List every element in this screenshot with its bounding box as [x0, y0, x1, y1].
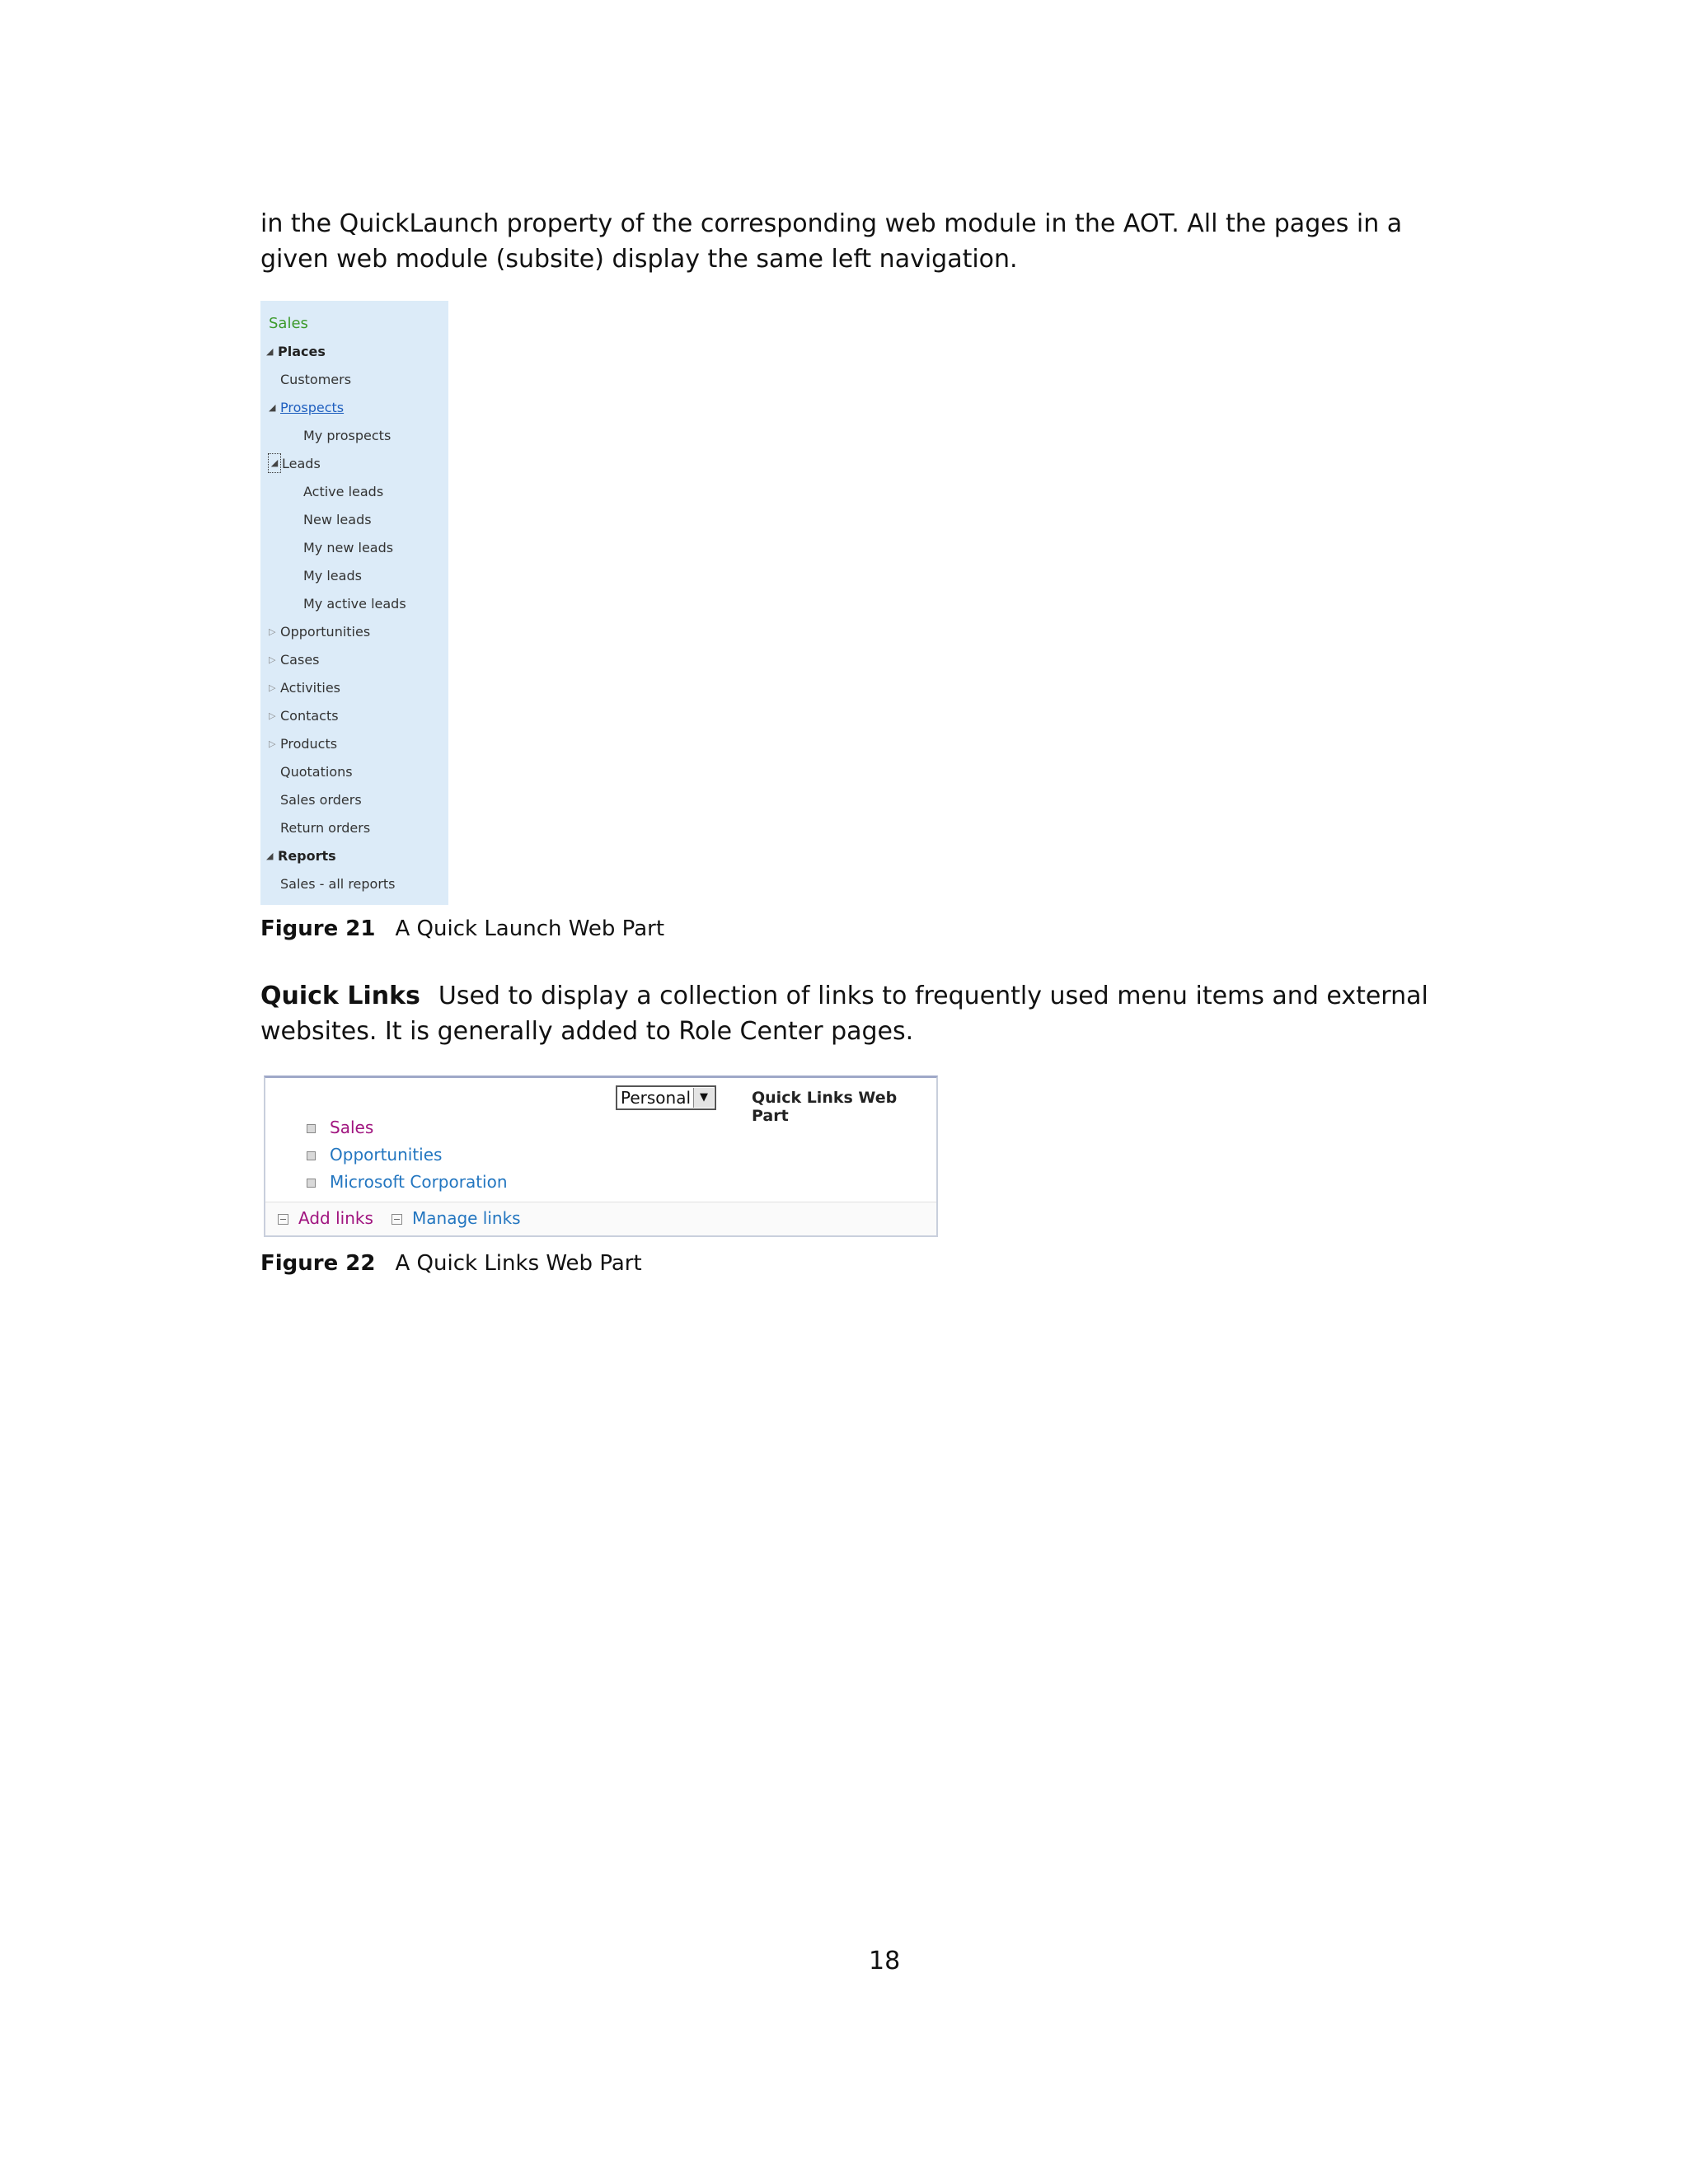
quick-launch-item[interactable] [280, 872, 396, 897]
quick-launch-item-label[interactable]: My active leads [303, 596, 406, 612]
chevron-down-icon[interactable]: ▼ [693, 1088, 714, 1108]
quick-launch-item[interactable] [269, 704, 339, 729]
quick-launch-web-part [260, 301, 448, 905]
manage-links-button[interactable] [392, 1208, 521, 1228]
quick-links-title: Quick Links Web Part [752, 1089, 898, 1125]
definition-paragraph [260, 978, 1472, 1049]
quick-links-footer [265, 1202, 936, 1235]
quick-launch-item[interactable] [303, 564, 362, 588]
definition-term: Quick Links [260, 982, 420, 1010]
quick-launch-item-label[interactable]: Products [280, 736, 338, 752]
quick-launch-item[interactable] [280, 368, 351, 392]
quick-launch-item-label[interactable]: My leads [303, 568, 362, 583]
quick-launch-item-label[interactable]: Prospects [280, 400, 345, 415]
quick-launch-item-label[interactable]: Cases [280, 652, 320, 668]
page-number: 18 [869, 1947, 901, 1975]
collapsed-arrow-icon[interactable]: ▷ [269, 682, 276, 693]
collapsed-arrow-icon[interactable]: ▷ [269, 738, 276, 749]
quick-launch-item[interactable] [280, 816, 370, 841]
quick-launch-item[interactable] [266, 340, 326, 364]
quick-launch-item[interactable] [303, 592, 406, 616]
expanded-arrow-icon[interactable]: ◢ [269, 454, 280, 472]
bullet-icon [307, 1179, 316, 1188]
manage-links-label[interactable]: Manage links [412, 1208, 521, 1228]
quick-launch-item[interactable] [303, 536, 393, 560]
quick-launch-item-label[interactable]: My new leads [303, 540, 394, 555]
figure-22-caption [260, 1251, 642, 1276]
quick-launch-item-label[interactable]: Quotations [280, 764, 353, 780]
quick-launch-item-label[interactable]: Opportunities [280, 624, 371, 640]
quick-link-item[interactable] [307, 1118, 373, 1137]
add-links-label[interactable]: Add links [298, 1208, 373, 1228]
bullet-icon [307, 1124, 316, 1133]
expanded-arrow-icon[interactable]: ◢ [266, 346, 274, 357]
quick-launch-item-label[interactable]: Active leads [303, 484, 384, 499]
quick-launch-item[interactable] [303, 424, 391, 448]
manage-icon [392, 1214, 402, 1225]
quick-launch-item[interactable] [303, 480, 383, 504]
quick-link-label[interactable]: Sales [330, 1118, 374, 1137]
quick-launch-item-label[interactable]: Sales - all reports [280, 876, 396, 892]
quick-launch-item[interactable] [269, 648, 320, 673]
quick-launch-item-label[interactable]: New leads [303, 512, 372, 527]
quick-launch-item-label[interactable]: Customers [280, 372, 352, 387]
quick-link-item[interactable] [307, 1145, 442, 1165]
quick-launch-title[interactable]: Sales [269, 315, 308, 332]
figure-label: Figure 21 [260, 916, 376, 941]
collapsed-arrow-icon[interactable]: ▷ [269, 710, 276, 721]
quick-launch-item[interactable] [280, 788, 362, 813]
quick-launch-item[interactable] [303, 508, 372, 532]
collapsed-arrow-icon[interactable]: ▷ [269, 626, 276, 637]
quick-launch-item-label[interactable]: Leads [282, 456, 321, 471]
view-mode-value: Personal [621, 1088, 692, 1108]
quick-launch-item-label[interactable]: Places [278, 344, 326, 359]
quick-launch-item[interactable] [269, 452, 321, 476]
expanded-arrow-icon[interactable]: ◢ [266, 851, 274, 861]
quick-launch-item[interactable] [280, 760, 353, 785]
quick-launch-item[interactable] [266, 844, 336, 869]
add-icon [278, 1214, 288, 1225]
figure-text: A Quick Launch Web Part [395, 916, 665, 941]
view-mode-select[interactable] [616, 1085, 716, 1110]
quick-link-label[interactable]: Microsoft Corporation [330, 1172, 508, 1192]
collapsed-arrow-icon[interactable]: ▷ [269, 654, 276, 665]
quick-launch-item-label[interactable]: Return orders [280, 820, 371, 836]
quick-launch-item-label[interactable]: Contacts [280, 708, 339, 724]
body-paragraph: in the QuickLaunch property of the corresponding web module in the AOT. All the pages in a given web module (subsite) display the same left navigation. [260, 209, 1403, 274]
quick-link-label[interactable]: Opportunities [330, 1145, 443, 1165]
quick-launch-item-label[interactable]: Activities [280, 680, 340, 696]
expanded-arrow-icon[interactable]: ◢ [269, 402, 276, 413]
figure-21-caption [260, 916, 664, 941]
quick-launch-item-label[interactable]: My prospects [303, 428, 392, 443]
figure-text: A Quick Links Web Part [395, 1251, 642, 1276]
bullet-icon [307, 1151, 316, 1160]
quick-links-web-part [264, 1076, 938, 1237]
quick-launch-item-label[interactable]: Sales orders [280, 792, 362, 808]
quick-launch-item-label[interactable]: Reports [278, 848, 336, 864]
quick-launch-item[interactable] [269, 396, 344, 420]
quick-launch-item[interactable] [269, 620, 370, 644]
quick-launch-item[interactable] [269, 676, 340, 701]
quick-link-item[interactable] [307, 1172, 508, 1192]
definition-text: Used to display a collection of links to frequently used menu items and external websites. It is generally added to Role Center pages. [260, 982, 1428, 1046]
figure-label: Figure 22 [260, 1251, 376, 1276]
quick-launch-item[interactable] [269, 732, 337, 757]
add-links-button[interactable] [278, 1208, 373, 1228]
